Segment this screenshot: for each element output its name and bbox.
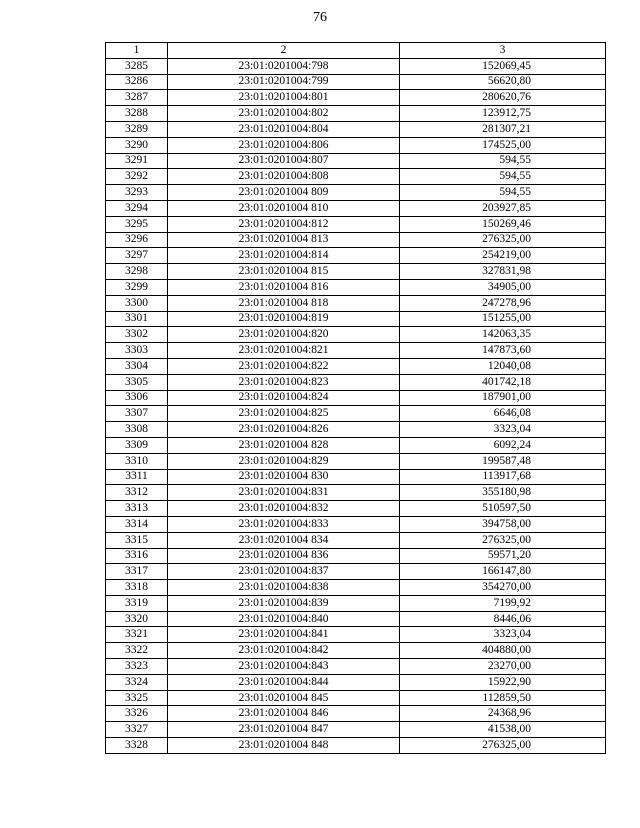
row-number-cell: 3293 [106, 185, 168, 201]
table-row [106, 406, 606, 422]
cadastral-number-cell: 23:01:0201004:826 [168, 422, 400, 438]
value-cell: 276325,00 [400, 738, 606, 754]
table-row [106, 611, 606, 627]
value-cell: 247278,96 [400, 295, 606, 311]
value-cell: 276325,00 [400, 232, 606, 248]
value-cell: 594,55 [400, 185, 606, 201]
table-row [106, 580, 606, 596]
cadastral-number-cell: 23:01:0201004:808 [168, 169, 400, 185]
value-cell: 401742,18 [400, 374, 606, 390]
value-cell: 254219,00 [400, 248, 606, 264]
cadastral-table [105, 42, 606, 754]
row-number-cell: 3325 [106, 690, 168, 706]
value-cell: 327831,98 [400, 264, 606, 280]
value-cell: 147873,60 [400, 343, 606, 359]
row-number-cell: 3291 [106, 153, 168, 169]
value-cell: 280620,76 [400, 90, 606, 106]
table-row [106, 627, 606, 643]
value-cell: 41538,00 [400, 722, 606, 738]
table-row [106, 374, 606, 390]
column-header-2: 2 [168, 43, 400, 59]
value-cell: 59571,20 [400, 548, 606, 564]
table-row [106, 232, 606, 248]
value-cell: 24368,96 [400, 706, 606, 722]
cadastral-number-cell: 23:01:0201004 834 [168, 532, 400, 548]
table-row [106, 327, 606, 343]
table-row [106, 453, 606, 469]
row-number-cell: 3285 [106, 58, 168, 74]
row-number-cell: 3321 [106, 627, 168, 643]
row-number-cell: 3310 [106, 453, 168, 469]
table-row [106, 216, 606, 232]
table-row [106, 659, 606, 675]
table-row [106, 643, 606, 659]
value-cell: 12040,08 [400, 358, 606, 374]
value-cell: 594,55 [400, 153, 606, 169]
row-number-cell: 3287 [106, 90, 168, 106]
table-row [106, 248, 606, 264]
cadastral-number-cell: 23:01:0201004 846 [168, 706, 400, 722]
cadastral-number-cell: 23:01:0201004:820 [168, 327, 400, 343]
row-number-cell: 3314 [106, 516, 168, 532]
cadastral-number-cell: 23:01:0201004 810 [168, 200, 400, 216]
cadastral-number-cell: 23:01:0201004:843 [168, 659, 400, 675]
value-cell: 142063,35 [400, 327, 606, 343]
table-row [106, 722, 606, 738]
value-cell: 123912,75 [400, 106, 606, 122]
row-number-cell: 3309 [106, 437, 168, 453]
table-row [106, 153, 606, 169]
cadastral-number-cell: 23:01:0201004:799 [168, 74, 400, 90]
value-cell: 8446,06 [400, 611, 606, 627]
table-row [106, 90, 606, 106]
table-row [106, 279, 606, 295]
table-row [106, 674, 606, 690]
value-cell: 6092,24 [400, 437, 606, 453]
cadastral-number-cell: 23:01:0201004:832 [168, 501, 400, 517]
row-number-cell: 3290 [106, 137, 168, 153]
row-number-cell: 3295 [106, 216, 168, 232]
cadastral-number-cell: 23:01:0201004:814 [168, 248, 400, 264]
value-cell: 404880,00 [400, 643, 606, 659]
row-number-cell: 3328 [106, 738, 168, 754]
value-cell: 594,55 [400, 169, 606, 185]
cadastral-number-cell: 23:01:0201004:824 [168, 390, 400, 406]
value-cell: 7199,92 [400, 595, 606, 611]
row-number-cell: 3301 [106, 311, 168, 327]
value-cell: 394758,00 [400, 516, 606, 532]
table-row [106, 706, 606, 722]
table-body [106, 58, 606, 753]
row-number-cell: 3324 [106, 674, 168, 690]
row-number-cell: 3322 [106, 643, 168, 659]
cadastral-number-cell: 23:01:0201004 828 [168, 437, 400, 453]
column-header-1: 1 [106, 43, 168, 59]
table-row [106, 74, 606, 90]
value-cell: 199587,48 [400, 453, 606, 469]
cadastral-number-cell: 23:01:0201004 809 [168, 185, 400, 201]
cadastral-number-cell: 23:01:0201004 830 [168, 469, 400, 485]
row-number-cell: 3317 [106, 564, 168, 580]
row-number-cell: 3304 [106, 358, 168, 374]
cadastral-number-cell: 23:01:0201004 836 [168, 548, 400, 564]
row-number-cell: 3300 [106, 295, 168, 311]
table-row [106, 548, 606, 564]
row-number-cell: 3326 [106, 706, 168, 722]
table-row [106, 485, 606, 501]
cadastral-number-cell: 23:01:0201004:798 [168, 58, 400, 74]
value-cell: 187901,00 [400, 390, 606, 406]
row-number-cell: 3307 [106, 406, 168, 422]
cadastral-number-cell: 23:01:0201004:842 [168, 643, 400, 659]
row-number-cell: 3294 [106, 200, 168, 216]
value-cell: 354270,00 [400, 580, 606, 596]
row-number-cell: 3319 [106, 595, 168, 611]
cadastral-number-cell: 23:01:0201004 816 [168, 279, 400, 295]
cadastral-number-cell: 23:01:0201004:806 [168, 137, 400, 153]
value-cell: 166147,80 [400, 564, 606, 580]
value-cell: 281307,21 [400, 121, 606, 137]
cadastral-number-cell: 23:01:0201004:844 [168, 674, 400, 690]
header-row [106, 43, 606, 59]
table-row [106, 58, 606, 74]
cadastral-number-cell: 23:01:0201004 815 [168, 264, 400, 280]
cadastral-number-cell: 23:01:0201004:839 [168, 595, 400, 611]
cadastral-number-cell: 23:01:0201004:804 [168, 121, 400, 137]
value-cell: 6646,08 [400, 406, 606, 422]
table-row [106, 595, 606, 611]
table-row [106, 516, 606, 532]
row-number-cell: 3316 [106, 548, 168, 564]
table-row [106, 106, 606, 122]
row-number-cell: 3302 [106, 327, 168, 343]
table-row [106, 185, 606, 201]
row-number-cell: 3305 [106, 374, 168, 390]
value-cell: 510597,50 [400, 501, 606, 517]
value-cell: 34905,00 [400, 279, 606, 295]
table-row [106, 469, 606, 485]
table-row [106, 264, 606, 280]
value-cell: 56620,80 [400, 74, 606, 90]
cadastral-number-cell: 23:01:0201004 845 [168, 690, 400, 706]
row-number-cell: 3308 [106, 422, 168, 438]
table-row [106, 390, 606, 406]
table-row [106, 422, 606, 438]
value-cell: 3323,04 [400, 422, 606, 438]
cadastral-number-cell: 23:01:0201004:812 [168, 216, 400, 232]
table-row [106, 200, 606, 216]
table-row [106, 343, 606, 359]
cadastral-number-cell: 23:01:0201004 847 [168, 722, 400, 738]
value-cell: 150269,46 [400, 216, 606, 232]
row-number-cell: 3297 [106, 248, 168, 264]
cadastral-number-cell: 23:01:0201004:838 [168, 580, 400, 596]
row-number-cell: 3299 [106, 279, 168, 295]
table-row [106, 690, 606, 706]
table-row [106, 437, 606, 453]
row-number-cell: 3286 [106, 74, 168, 90]
column-header-3: 3 [400, 43, 606, 59]
cadastral-number-cell: 23:01:0201004:801 [168, 90, 400, 106]
row-number-cell: 3318 [106, 580, 168, 596]
cadastral-number-cell: 23:01:0201004:819 [168, 311, 400, 327]
value-cell: 355180,98 [400, 485, 606, 501]
row-number-cell: 3296 [106, 232, 168, 248]
value-cell: 276325,00 [400, 532, 606, 548]
cadastral-number-cell: 23:01:0201004 813 [168, 232, 400, 248]
table-row [106, 501, 606, 517]
cadastral-number-cell: 23:01:0201004:807 [168, 153, 400, 169]
value-cell: 3323,04 [400, 627, 606, 643]
table-row [106, 358, 606, 374]
row-number-cell: 3306 [106, 390, 168, 406]
value-cell: 174525,00 [400, 137, 606, 153]
cadastral-number-cell: 23:01:0201004:802 [168, 106, 400, 122]
cadastral-number-cell: 23:01:0201004:841 [168, 627, 400, 643]
cadastral-number-cell: 23:01:0201004:833 [168, 516, 400, 532]
row-number-cell: 3323 [106, 659, 168, 675]
row-number-cell: 3303 [106, 343, 168, 359]
table-row [106, 121, 606, 137]
value-cell: 112859,50 [400, 690, 606, 706]
value-cell: 23270,00 [400, 659, 606, 675]
cadastral-number-cell: 23:01:0201004 848 [168, 738, 400, 754]
table-row [106, 532, 606, 548]
cadastral-number-cell: 23:01:0201004:837 [168, 564, 400, 580]
value-cell: 203927,85 [400, 200, 606, 216]
row-number-cell: 3315 [106, 532, 168, 548]
row-number-cell: 3320 [106, 611, 168, 627]
row-number-cell: 3311 [106, 469, 168, 485]
table-row [106, 295, 606, 311]
table-row [106, 137, 606, 153]
table-row [106, 738, 606, 754]
table-row [106, 564, 606, 580]
cadastral-number-cell: 23:01:0201004:821 [168, 343, 400, 359]
cadastral-number-cell: 23:01:0201004 818 [168, 295, 400, 311]
cadastral-number-cell: 23:01:0201004:840 [168, 611, 400, 627]
page-number: 76 [313, 10, 327, 25]
value-cell: 152069,45 [400, 58, 606, 74]
value-cell: 151255,00 [400, 311, 606, 327]
row-number-cell: 3298 [106, 264, 168, 280]
row-number-cell: 3292 [106, 169, 168, 185]
row-number-cell: 3312 [106, 485, 168, 501]
cadastral-number-cell: 23:01:0201004:831 [168, 485, 400, 501]
table-row [106, 169, 606, 185]
table-row [106, 311, 606, 327]
row-number-cell: 3288 [106, 106, 168, 122]
row-number-cell: 3327 [106, 722, 168, 738]
table-header [106, 43, 606, 59]
value-cell: 113917,68 [400, 469, 606, 485]
value-cell: 15922,90 [400, 674, 606, 690]
cadastral-number-cell: 23:01:0201004:829 [168, 453, 400, 469]
cadastral-number-cell: 23:01:0201004:823 [168, 374, 400, 390]
cadastral-number-cell: 23:01:0201004:825 [168, 406, 400, 422]
cadastral-number-cell: 23:01:0201004:822 [168, 358, 400, 374]
row-number-cell: 3313 [106, 501, 168, 517]
row-number-cell: 3289 [106, 121, 168, 137]
